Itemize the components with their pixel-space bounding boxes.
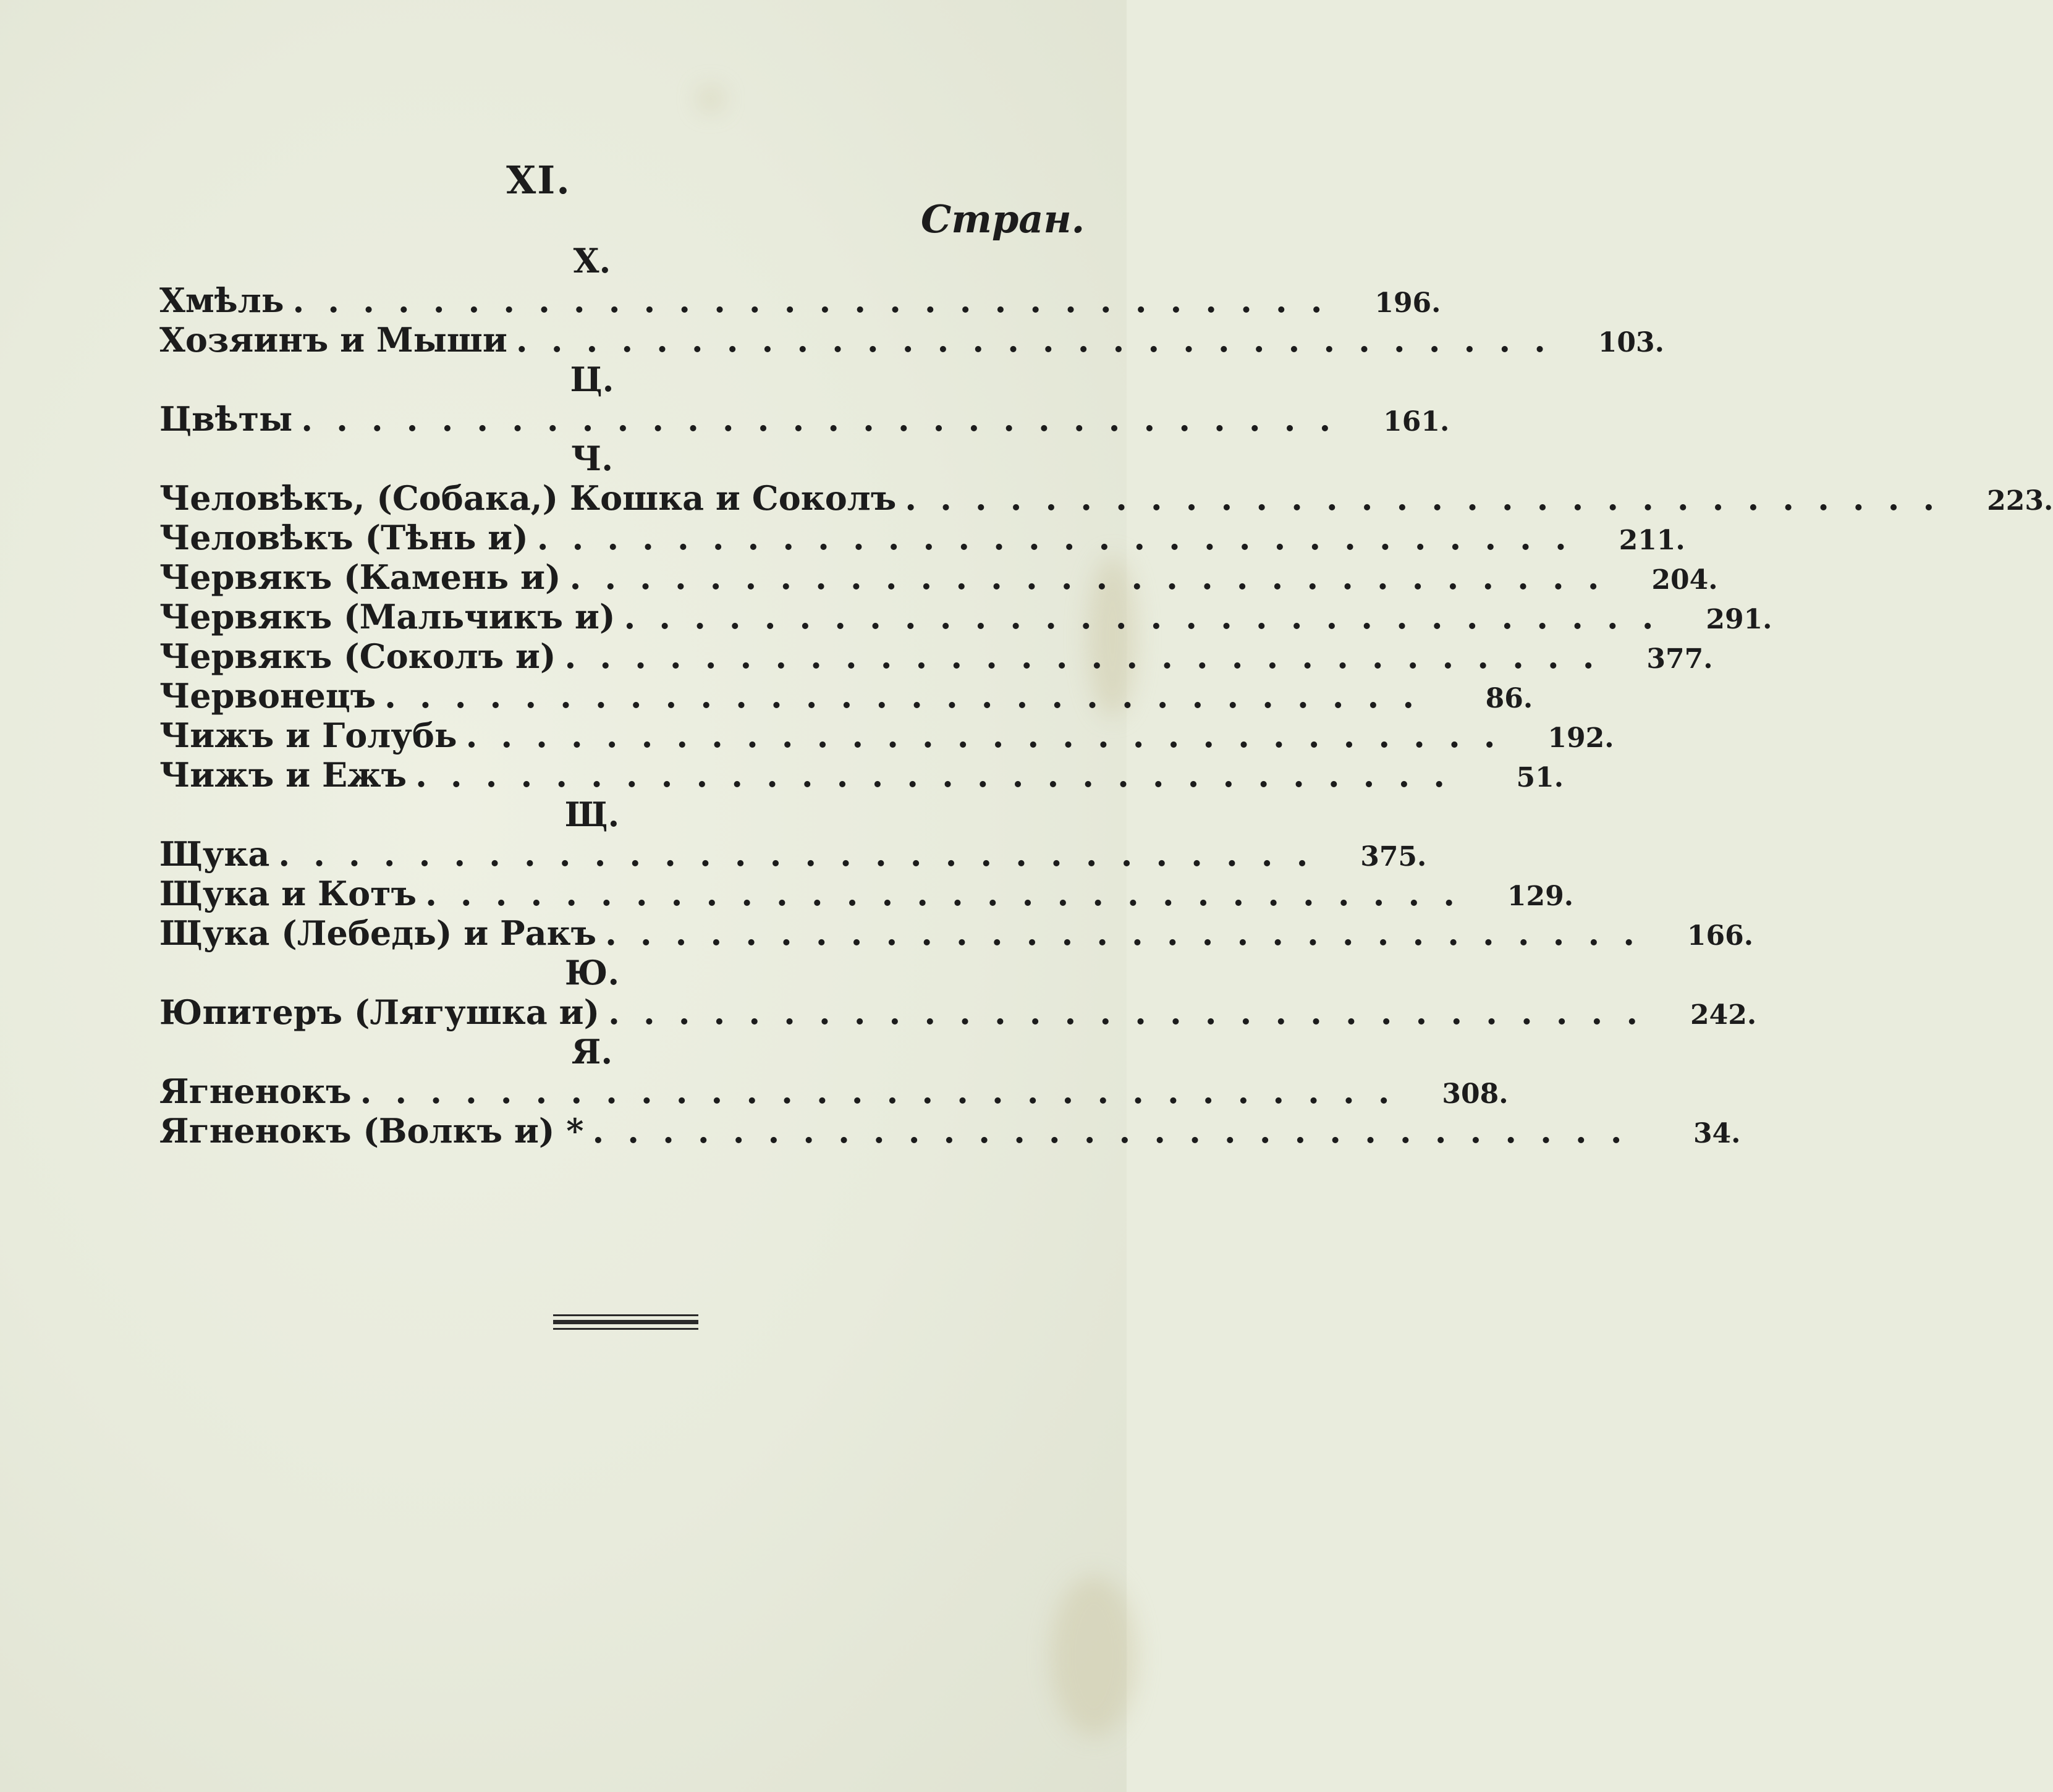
toc-entry-title: Цвѣты	[159, 399, 293, 439]
dot-leader: ..............................	[624, 597, 1677, 636]
dot-leader: ..............................	[301, 399, 1355, 439]
table-of-contents	[159, 241, 2053, 1151]
dot-leader: ..............................	[278, 834, 1332, 874]
dot-leader: ..............................	[536, 518, 1590, 557]
toc-entry	[159, 755, 1564, 795]
toc-entry-title: Чижъ и Ежъ	[159, 755, 407, 795]
dot-leader: ..............................	[360, 1071, 1413, 1111]
dot-leader: ..............................	[425, 874, 1479, 913]
section-letter-heading: Ч.	[570, 439, 614, 478]
toc-entry-title: Человѣкъ (Тѣнь и)	[159, 518, 528, 557]
closing-ornament-rule	[553, 1314, 698, 1330]
toc-entry-title: Чижъ и Голубь	[159, 716, 457, 755]
toc-entry-title: Червякъ (Мальчикъ и)	[159, 597, 616, 636]
toc-entry-title: Щука (Лебедь) и Ракъ	[159, 913, 597, 953]
toc-entry-title: Червонецъ	[159, 676, 376, 716]
toc-entry-page-number: 51.	[1516, 762, 1564, 793]
toc-entry-page-number: 86.	[1485, 683, 1533, 714]
toc-entry	[159, 874, 1574, 913]
toc-entry	[159, 597, 1772, 636]
toc-entry	[159, 399, 1450, 439]
toc-entry	[159, 676, 1533, 716]
toc-entry-page-number: 377.	[1646, 643, 1713, 675]
toc-entry-page-number: 308.	[1442, 1078, 1509, 1110]
toc-entry-page-number: 192.	[1547, 722, 1614, 754]
toc-entry	[159, 834, 1427, 874]
dot-leader: ..............................	[415, 755, 1469, 795]
toc-entry	[159, 281, 1441, 320]
toc-entry-title: Человѣкъ, (Собака,) Кошка и Соколъ	[159, 478, 897, 518]
page-number: XI.	[506, 158, 571, 203]
toc-entry-title: Хмѣль	[159, 281, 284, 320]
toc-entry-title: Щука	[159, 834, 270, 874]
toc-entry	[159, 636, 1713, 676]
toc-entry-page-number: 166.	[1687, 920, 1754, 952]
dot-leader: ..............................	[564, 636, 1618, 676]
toc-entry	[159, 913, 1754, 953]
section-letter-heading: Ю.	[564, 953, 620, 992]
toc-entry-page-number: 291.	[1706, 604, 1772, 635]
toc-entry-title: Щука и Котъ	[159, 874, 417, 913]
toc-entry-title: Ягненокъ	[159, 1071, 352, 1111]
section-letter-heading: Я.	[571, 1032, 613, 1071]
toc-entry	[159, 518, 1685, 557]
dot-leader: ..............................	[605, 913, 1659, 953]
section-letter-heading: Щ.	[564, 795, 620, 834]
dot-leader: ..............................	[905, 478, 1958, 518]
page-column-header: Стран.	[921, 197, 1085, 242]
toc-entry-page-number: 204.	[1651, 564, 1718, 596]
dot-leader: ..............................	[569, 557, 1623, 597]
toc-entry-title: Червякъ (Камень и)	[159, 557, 561, 597]
toc-entry	[159, 1071, 1509, 1111]
section-letter-heading: Х.	[573, 241, 611, 281]
toc-entry-title: Ягненокъ (Волкъ и) *	[159, 1111, 584, 1151]
toc-entry-page-number: 196.	[1374, 287, 1441, 319]
toc-entry	[159, 478, 2053, 518]
toc-entry	[159, 992, 1757, 1032]
toc-entry-page-number: 223.	[1987, 485, 2053, 517]
toc-entry-page-number: 103.	[1598, 327, 1664, 358]
toc-entry-page-number: 34.	[1693, 1118, 1741, 1149]
paper-stain	[1051, 1576, 1137, 1736]
dot-leader: ..............................	[384, 676, 1438, 716]
dot-leader: ..............................	[608, 992, 1662, 1032]
dot-leader: ..............................	[515, 320, 1569, 360]
section-letter-heading: Ц.	[570, 360, 614, 399]
toc-entry	[159, 716, 1614, 755]
toc-entry	[159, 320, 1664, 360]
toc-entry-page-number: 161.	[1383, 406, 1450, 437]
toc-entry-page-number: 242.	[1690, 999, 1757, 1031]
paper-stain	[698, 87, 723, 111]
toc-entry-page-number: 211.	[1619, 525, 1685, 556]
toc-entry-page-number: 375.	[1360, 841, 1427, 873]
toc-entry	[159, 1111, 1741, 1151]
toc-entry	[159, 557, 1718, 597]
toc-entry-title: Юпитеръ (Лягушка и)	[159, 992, 600, 1032]
dot-leader: ..............................	[292, 281, 1346, 320]
dot-leader: ..............................	[465, 716, 1519, 755]
dot-leader: ..............................	[592, 1111, 1646, 1151]
toc-entry-page-number: 129.	[1507, 881, 1574, 912]
toc-entry-title: Червякъ (Соколъ и)	[159, 636, 556, 676]
toc-entry-title: Хозяинъ и Мыши	[159, 320, 507, 360]
